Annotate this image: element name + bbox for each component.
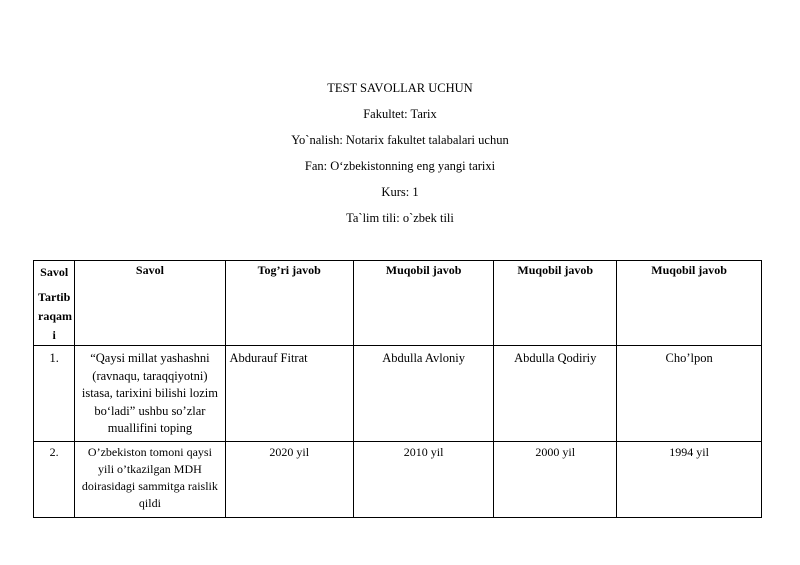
- header-number-line1: Savol: [40, 265, 69, 279]
- header-number-line2: Tartib: [38, 290, 71, 304]
- cell-alternative-1: Abdulla Avloniy: [353, 346, 493, 442]
- header-question-number: [34, 261, 75, 346]
- cell-alternative-3: 1994 yil: [617, 442, 762, 518]
- cell-correct-answer: 2020 yil: [225, 442, 353, 518]
- cell-alternative-3: Cho’lpon: [617, 346, 762, 442]
- faculty-line: Fakultet: Tarix: [363, 107, 437, 121]
- header-alternative-answer-1: Muqobil javob: [353, 261, 493, 346]
- cell-alternative-2: 2000 yil: [494, 442, 617, 518]
- cell-question: O’zbekiston tomoni qaysi yili o’tkazilgan MDH doirasidagi sammitga raislik qildi: [75, 442, 225, 518]
- cell-correct-answer: Abdurauf Fitrat: [225, 346, 353, 442]
- table-row: [34, 442, 762, 518]
- header-alternative-answer-2: Muqobil javob: [494, 261, 617, 346]
- cell-alternative-1: 2010 yil: [353, 442, 493, 518]
- document-header: [0, 78, 800, 234]
- course-line: Kurs: 1: [381, 185, 419, 199]
- cell-number: 2.: [34, 442, 75, 518]
- cell-question: “Qaysi millat yashashni (ravnaqu, taraqqiyotni) istasa, tarixini bilishi lozim bo‘ladi” ushbu so’zlar muallifini toping: [75, 346, 225, 442]
- cell-number: 1.: [34, 346, 75, 442]
- table-header-row: [34, 261, 762, 346]
- header-question: Savol: [75, 261, 225, 346]
- direction-line: Yo`nalish: Notarix fakultet talabalari uchun: [291, 133, 509, 147]
- header-correct-answer: Tog’ri javob: [225, 261, 353, 346]
- cell-alternative-2: Abdulla Qodiriy: [494, 346, 617, 442]
- header-number-line4: i: [52, 328, 56, 342]
- document-title: TEST SAVOLLAR UCHUN: [327, 81, 473, 95]
- header-alternative-answer-3: Muqobil javob: [617, 261, 762, 346]
- questions-table: [33, 260, 762, 518]
- table-row: [34, 346, 762, 442]
- subject-line: Fan: O‘zbekistonning eng yangi tarixi: [304, 159, 496, 173]
- language-line: Ta`lim tili: o`zbek tili: [346, 211, 454, 225]
- header-number-line3: raqam: [38, 309, 72, 323]
